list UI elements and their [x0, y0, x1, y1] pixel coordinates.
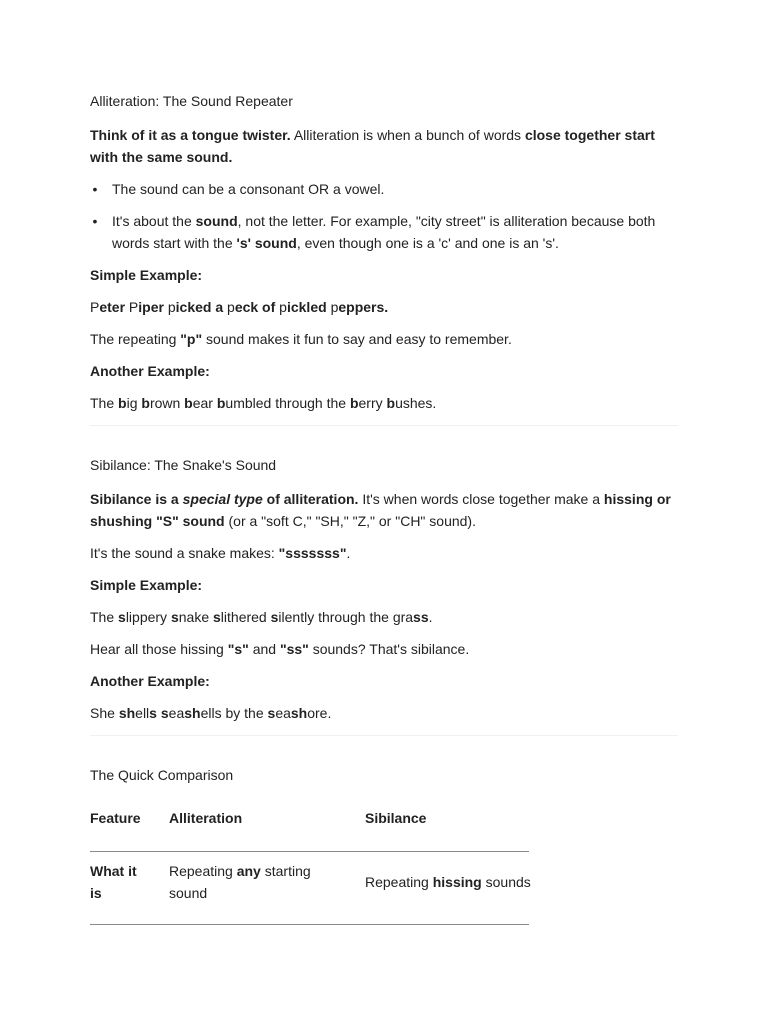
- sound-highlight: b: [386, 395, 396, 411]
- table-cell-sibilance: [365, 871, 535, 893]
- snake-text: It's the sound a snake makes:: [90, 545, 279, 561]
- intro-text: Alliteration is when a bunch of words: [290, 127, 525, 143]
- sound-highlight: eppers.: [338, 299, 389, 315]
- intro-lead: Sibilance is a: [90, 491, 183, 507]
- simple-example-label: Simple Example:: [90, 267, 203, 283]
- sound-highlight: sh: [290, 705, 308, 721]
- note-text: Hear all those hissing: [90, 641, 228, 657]
- sound-highlight: b: [184, 395, 193, 411]
- bullet-icon: •: [92, 213, 98, 229]
- snake-emphasis: "sssssss": [278, 545, 347, 561]
- example-note: [90, 638, 678, 660]
- sentence-text: p: [227, 299, 235, 315]
- sentence-text: umbled through the: [225, 395, 350, 411]
- snake-sound-line: [90, 542, 678, 564]
- simple-example-label: Simple Example:: [90, 577, 203, 593]
- example-sentence: [90, 702, 678, 724]
- sound-highlight: b: [349, 395, 359, 411]
- table-rule: [90, 851, 529, 852]
- bullet-icon: •: [92, 181, 98, 197]
- alliteration-intro: [90, 124, 678, 168]
- intro-lead: of alliteration.: [262, 491, 359, 507]
- intro-text: (or a "soft C," "SH," "Z," or "CH" sound).: [224, 513, 476, 529]
- sentence-text: .: [428, 609, 433, 625]
- sound-highlight: sh: [184, 705, 201, 721]
- sentence-text: p: [167, 299, 176, 315]
- sound-highlight: s: [149, 705, 157, 721]
- divider: [90, 425, 678, 426]
- list-item: [92, 178, 678, 200]
- sentence-text: She: [90, 705, 119, 721]
- sentence-text: ig: [126, 395, 142, 411]
- cell-text: starting sound: [169, 863, 311, 901]
- sentence-text: The: [90, 609, 119, 625]
- example-sentence: [90, 606, 678, 628]
- sentence-text: ell: [135, 705, 150, 721]
- sound-highlight: s: [118, 609, 126, 625]
- sentence-text: nake: [178, 609, 213, 625]
- sentence-text: ea: [168, 705, 185, 721]
- intro-emphasis: hissing or shushing "S" sound: [90, 491, 671, 529]
- table-header-cell: Alliteration: [169, 810, 243, 826]
- sentence-text: p: [279, 299, 287, 315]
- note-text: sounds? That's sibilance.: [308, 641, 470, 657]
- another-example-label: Another Example:: [90, 673, 210, 689]
- sentence-text: The: [90, 395, 119, 411]
- sound-highlight: b: [141, 395, 150, 411]
- note-emphasis: "s": [227, 641, 249, 657]
- sentence-text: P: [90, 299, 100, 315]
- cell-text: Repeating: [365, 874, 433, 890]
- sound-highlight: sh: [118, 705, 136, 721]
- note-emphasis: "ss": [279, 641, 309, 657]
- sentence-text: ear: [192, 395, 217, 411]
- example-sentence: [90, 296, 678, 318]
- bullet-emphasis: 's' sound: [236, 235, 297, 251]
- sound-highlight: ss: [413, 609, 429, 625]
- list-item: [92, 210, 678, 254]
- sibilance-intro: [90, 488, 678, 532]
- divider: [90, 735, 678, 736]
- sound-highlight: iper: [138, 299, 168, 315]
- section-heading-comparison: The Quick Comparison: [90, 767, 234, 783]
- cell-emphasis: any: [236, 863, 261, 879]
- cell-text: Repeating: [169, 863, 237, 879]
- bullet-text: The sound can be a consonant OR a vowel.: [112, 181, 385, 197]
- sentence-text: P: [128, 299, 139, 315]
- sound-highlight: ickled: [286, 299, 331, 315]
- sentence-text: ells by the: [200, 705, 268, 721]
- sound-highlight: s: [267, 705, 276, 721]
- sound-highlight: icked a: [175, 299, 228, 315]
- note-text: and: [248, 641, 280, 657]
- sentence-text: ea: [275, 705, 291, 721]
- sentence-text: lithered: [220, 609, 271, 625]
- sound-highlight: b: [216, 395, 226, 411]
- sound-highlight: s: [213, 609, 221, 625]
- sound-highlight: b: [118, 395, 127, 411]
- table-cell-alliteration: [169, 860, 319, 904]
- sound-highlight: eter: [99, 299, 129, 315]
- intro-text: It's when words close together make a: [358, 491, 604, 507]
- sentence-text: rown: [149, 395, 185, 411]
- cell-text: sounds: [481, 874, 531, 890]
- note-emphasis: "p": [180, 331, 203, 347]
- sentence-text: ore.: [307, 705, 332, 721]
- note-text: sound makes it fun to say and easy to remember.: [202, 331, 512, 347]
- snake-text: .: [346, 545, 351, 561]
- sound-highlight: s: [270, 609, 279, 625]
- intro-emphasis: close together start with the same sound.: [90, 127, 655, 165]
- table-header-cell: Feature: [90, 810, 141, 826]
- sentence-text: p: [330, 299, 339, 315]
- note-text: The repeating: [90, 331, 181, 347]
- sound-highlight: s: [160, 705, 169, 721]
- table-cell-feature: What it is: [90, 863, 137, 901]
- sound-highlight: s: [170, 609, 179, 625]
- sound-highlight: eck of: [234, 299, 280, 315]
- example-sentence: [90, 392, 678, 414]
- intro-lead-italic: special type: [182, 491, 263, 507]
- another-example-label: Another Example:: [90, 363, 210, 379]
- bullet-text: It's about the: [112, 213, 196, 229]
- bullet-text: , not the letter. For example, "city street" is alliteration because both words start with the: [112, 213, 656, 251]
- section-heading-sibilance: Sibilance: The Snake's Sound: [90, 457, 277, 473]
- bullet-text: , even though one is a 'c' and one is an 's'.: [296, 235, 559, 251]
- section-heading-alliteration: Alliteration: The Sound Repeater: [90, 93, 293, 109]
- table-rule: [90, 924, 529, 925]
- example-note: [90, 328, 678, 350]
- cell-emphasis: hissing: [432, 874, 482, 890]
- bullet-emphasis: sound: [195, 213, 238, 229]
- table-header-cell: Sibilance: [365, 810, 427, 826]
- intro-lead: Think of it as a tongue twister.: [90, 127, 291, 143]
- sentence-text: ilently through the gra: [278, 609, 414, 625]
- sentence-text: ushes.: [395, 395, 437, 411]
- sentence-text: erry: [358, 395, 387, 411]
- sentence-text: lippery: [125, 609, 171, 625]
